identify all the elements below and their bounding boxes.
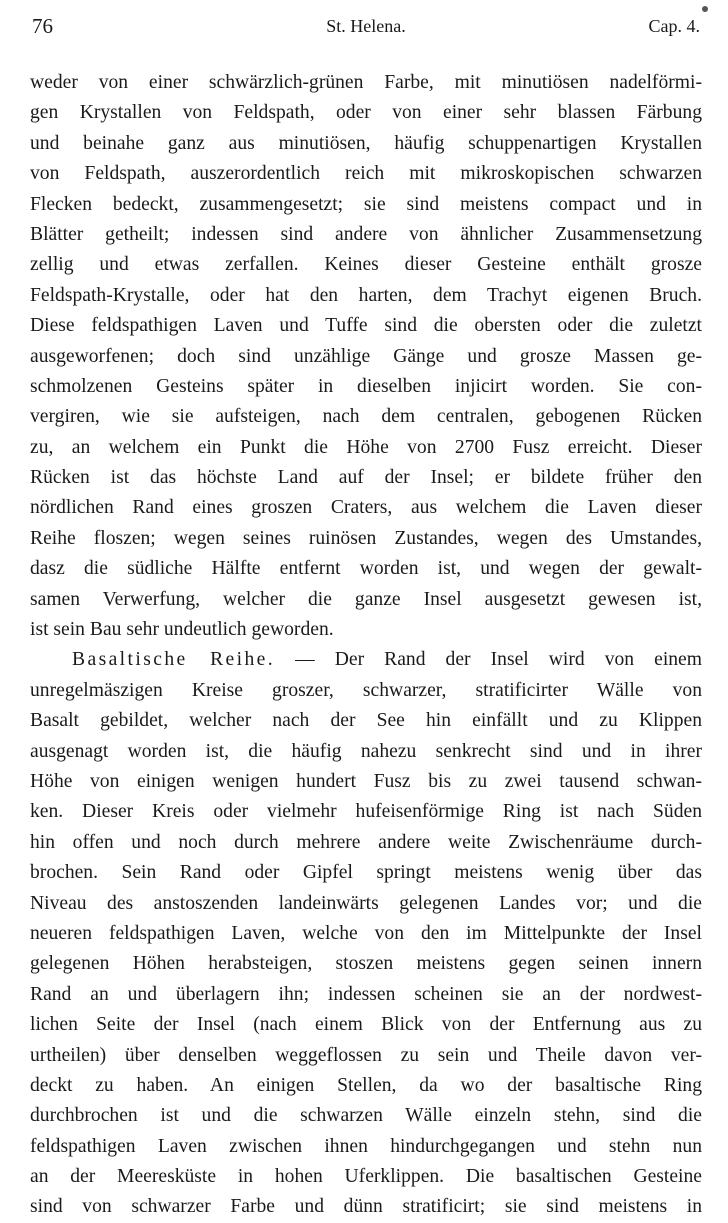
text-line: Höhe von einigen wenigen hundert Fusz bis zu zwei tausend schwan-: [30, 770, 702, 792]
text-line: unregelmäszigen Kreise groszer, schwarzer, stratificirter Wälle von: [30, 679, 702, 701]
text-line: Feldspath-Krystalle, oder hat den harten, dem Trachyt eigenen Bruch.: [30, 284, 702, 306]
ink-speck-decoration: [702, 6, 708, 12]
paragraph-basaltic-series: [30, 645, 702, 1222]
text-line: Niveau des anstoszenden landeinwärts gelegenen Landes vor; und die: [30, 892, 702, 914]
text-line: durchbrochen ist und die schwarzen Wälle einzeln stehn, sind die: [30, 1105, 702, 1127]
text-line: zu, an welchem ein Punkt die Höhe von 2700 Fusz erreicht. Dieser: [30, 436, 702, 458]
running-header: [30, 10, 702, 46]
text-line: Basalt gebildet, welcher nach der See hin einfällt und zu Klippen: [30, 710, 702, 732]
text-line: Blätter getheilt; indessen sind andere von ähnlicher Zusammensetzung: [30, 223, 702, 245]
text-line: samen Verwerfung, welcher die ganze Insel ausgesetzt gewesen ist,: [30, 588, 702, 610]
section-heading: Basaltische Reihe.: [72, 649, 276, 671]
text-line: gelegenen Höhen herabsteigen, stoszen meistens gegen seinen innern: [30, 953, 702, 975]
text-line: Reihe floszen; wegen seines ruinösen Zustandes, wegen des Umstandes,: [30, 527, 702, 549]
text-line: vergiren, wie sie aufsteigen, nach dem centralen, gebogenen Rücken: [30, 406, 702, 428]
text-line: neueren feldspathigen Laven, welche von den im Mittelpunkte der Insel: [30, 922, 702, 944]
text-line: Flecken bedeckt, zusammengesetzt; sie sind meistens compact und in: [30, 193, 702, 215]
text-line: nördlichen Rand eines groszen Craters, aus welchem die Laven dieser: [30, 497, 702, 519]
text-line: an der Meeresküste in hohen Uferklippen. Die basaltischen Gesteine: [30, 1166, 702, 1188]
text-line: urtheilen) über denselben weggeflossen zu sein und Theile davon ver-: [30, 1044, 702, 1066]
text-line: gen Krystallen von Feldspath, oder von einer sehr blassen Färbung: [30, 102, 702, 124]
text-line: zellig und etwas zerfallen. Keines dieser Gesteine enthält grosze: [30, 254, 702, 276]
text-line: sind von schwarzer Farbe und dünn stratificirt; sie sind meistens in: [30, 1196, 702, 1218]
text-line: deckt zu haben. An einigen Stellen, da wo der basaltische Ring: [30, 1074, 702, 1096]
text-line: Rand an und überlagern ihn; indessen scheinen sie an der nordwest-: [30, 983, 702, 1005]
text-line: ist sein Bau sehr undeutlich geworden.: [30, 619, 334, 641]
text-run: — Der Rand der Insel wird von einem: [295, 649, 702, 671]
text-line: Rücken ist das höchste Land auf der Insel; er bildete früher den: [30, 467, 702, 489]
paragraph-feldspathic-lavas: [30, 68, 702, 645]
page-body: [30, 68, 702, 1223]
text-line: ken. Dieser Kreis oder vielmehr hufeisenförmige Ring ist nach Süden: [30, 801, 702, 823]
text-line: ausgeworfenen; doch sind unzählige Gänge und grosze Massen ge-: [30, 345, 702, 367]
paragraph-first-line: [30, 645, 702, 675]
text-line: weder von einer schwärzlich-grünen Farbe, mit minutiösen nadelförmi-: [30, 72, 702, 93]
text-line: brochen. Sein Rand oder Gipfel springt meistens wenig über das: [30, 862, 702, 884]
text-line: von Feldspath, auszerordentlich reich mit mikroskopischen schwarzen: [30, 163, 702, 185]
text-line: hin offen und noch durch mehrere andere weite Zwischenräume durch-: [30, 831, 702, 853]
page-number: 76: [32, 14, 53, 38]
text-line: feldspathigen Laven zwischen ihnen hindurchgegangen und stehn nun: [30, 1135, 702, 1157]
text-line: schmolzenen Gesteins später in dieselben injicirt worden. Sie con-: [30, 375, 702, 397]
chapter-label: Cap. 4.: [648, 16, 700, 36]
text-line: und beinahe ganz aus minutiösen, häufig schuppenartigen Krystallen: [30, 132, 702, 154]
text-line: lichen Seite der Insel (nach einem Blick von der Entfernung aus zu: [30, 1014, 702, 1036]
text-line: ausgenagt worden ist, die häufig nahezu senkrecht sind und in ihrer: [30, 740, 702, 762]
text-line: Diese feldspathigen Laven und Tuffe sind die obersten oder die zuletzt: [30, 315, 702, 337]
running-title: St. Helena.: [326, 16, 406, 36]
text-line: dasz die südliche Hälfte entfernt worden ist, und wegen der gewalt-: [30, 558, 702, 580]
